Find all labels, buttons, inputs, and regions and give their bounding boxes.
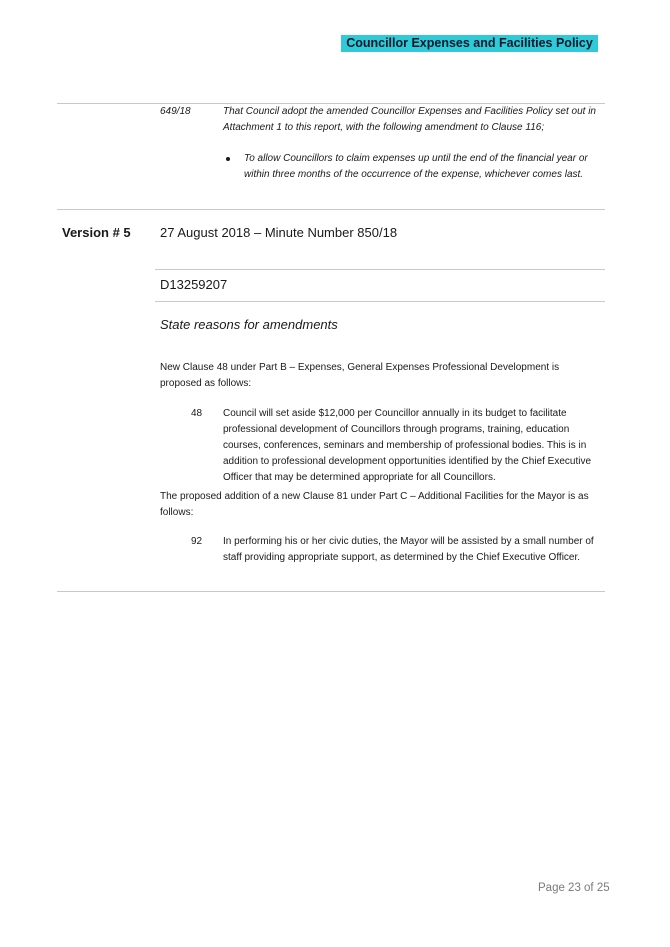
- document-id: D13259207: [160, 277, 228, 292]
- clause-48-number: 48: [191, 408, 203, 419]
- reasons-heading: State reasons for amendments: [160, 317, 338, 332]
- resolution-minute-number: 649/18: [160, 106, 191, 117]
- page-number: Page 23 of 25: [538, 882, 610, 894]
- amendment-paragraph-2: The proposed addition of a new Clause 81 under Part C – Additional Facilities for the Mayor is as follows:: [160, 491, 589, 518]
- bullet-icon: [226, 157, 230, 161]
- resolution-bullet-text: To allow Councillors to claim expenses up until the end of the financial year or within three months of the occurrence of the expense, whichever comes last.: [244, 153, 588, 180]
- resolution-text: That Council adopt the amended Councillor Expenses and Facilities Policy set out in Attachment 1 to this report, with the following amendment to Clause 116;: [223, 106, 596, 133]
- version-label: Version # 5: [62, 225, 131, 240]
- divider-doc-id-bottom: [155, 301, 605, 302]
- clause-92-number: 92: [191, 536, 203, 547]
- divider-bottom: [57, 591, 605, 592]
- document-header-title: Councillor Expenses and Facilities Policy: [341, 35, 598, 52]
- divider-doc-id-top: [155, 269, 605, 270]
- version-date-minute: 27 August 2018 – Minute Number 850/18: [160, 225, 398, 240]
- clause-48-text: Council will set aside $12,000 per Councillor annually in its budget to facilitate professional development of Councillors through programs, training, education courses, conferences, seminars and membership of professional bodies. This is in addition to professional development opportunities identified by the Chief Executive Officer that may be determined appropriate for all Councillors.: [223, 408, 592, 483]
- divider-version: [57, 209, 605, 210]
- amendment-paragraph-1: New Clause 48 under Part B – Expenses, General Expenses Professional Development is proposed as follows:: [160, 362, 560, 389]
- clause-92-text: In performing his or her civic duties, the Mayor will be assisted by a small number of staff providing appropriate support, as determined by the Chief Executive Officer.: [223, 536, 594, 563]
